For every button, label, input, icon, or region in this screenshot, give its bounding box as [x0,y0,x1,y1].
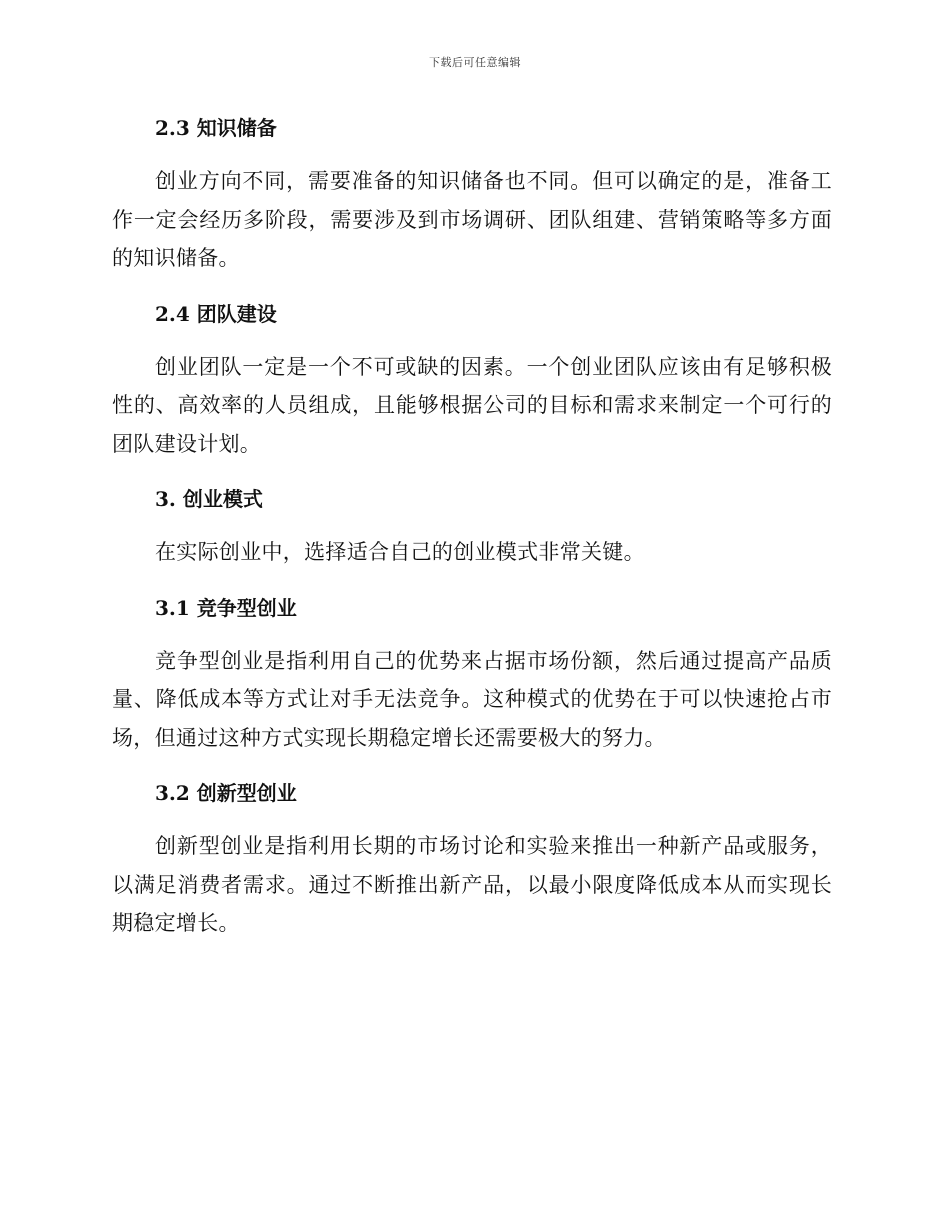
section-heading-3: 3. 创业模式 [155,487,263,511]
document-body [112,108,832,959]
section-paragraph-3: 在实际创业中，选择适合自己的创业模式非常关键。 [155,540,645,564]
section-paragraph-2-4: 创业团队一定是一个不可或缺的因素。一个创业团队应该由有足够积极性的、高效率的人员组成，且能够根据公司的目标和需求来制定一个可行的团队建设计划。 [112,354,832,456]
section-paragraph-3-2: 创新型创业是指利用长期的市场讨论和实验来推出一种新产品或服务，以满足消费者需求。通过不断推出新产品，以最小限度降低成本从而实现长期稳定增长。 [112,834,832,935]
section-heading-3-1: 3.1 竞争型创业 [155,595,297,620]
page-header: 下载后可任意编辑 [429,56,521,69]
section-paragraph-2-3: 创业方向不同，需要准备的知识储备也不同。但可以确定的是，准备工作一定会经历多阶段，需要涉及到市场调研、团队组建、营销策略等多方面的知识储备。 [112,169,832,270]
section-paragraph-3-1: 竞争型创业是指利用自己的优势来占据市场份额，然后通过提高产品质量、降低成本等方式让对手无法竞争。这种模式的优势在于可以快速抢占市场，但通过这种方式实现长期稳定增长还需要极大的努力。 [112,648,832,750]
section-heading-3-2: 3.2 创新型创业 [155,781,297,805]
section-heading-2-4: 2.4 团队建设 [155,301,277,326]
section-heading-2-3: 2.3 知识储备 [155,116,277,140]
